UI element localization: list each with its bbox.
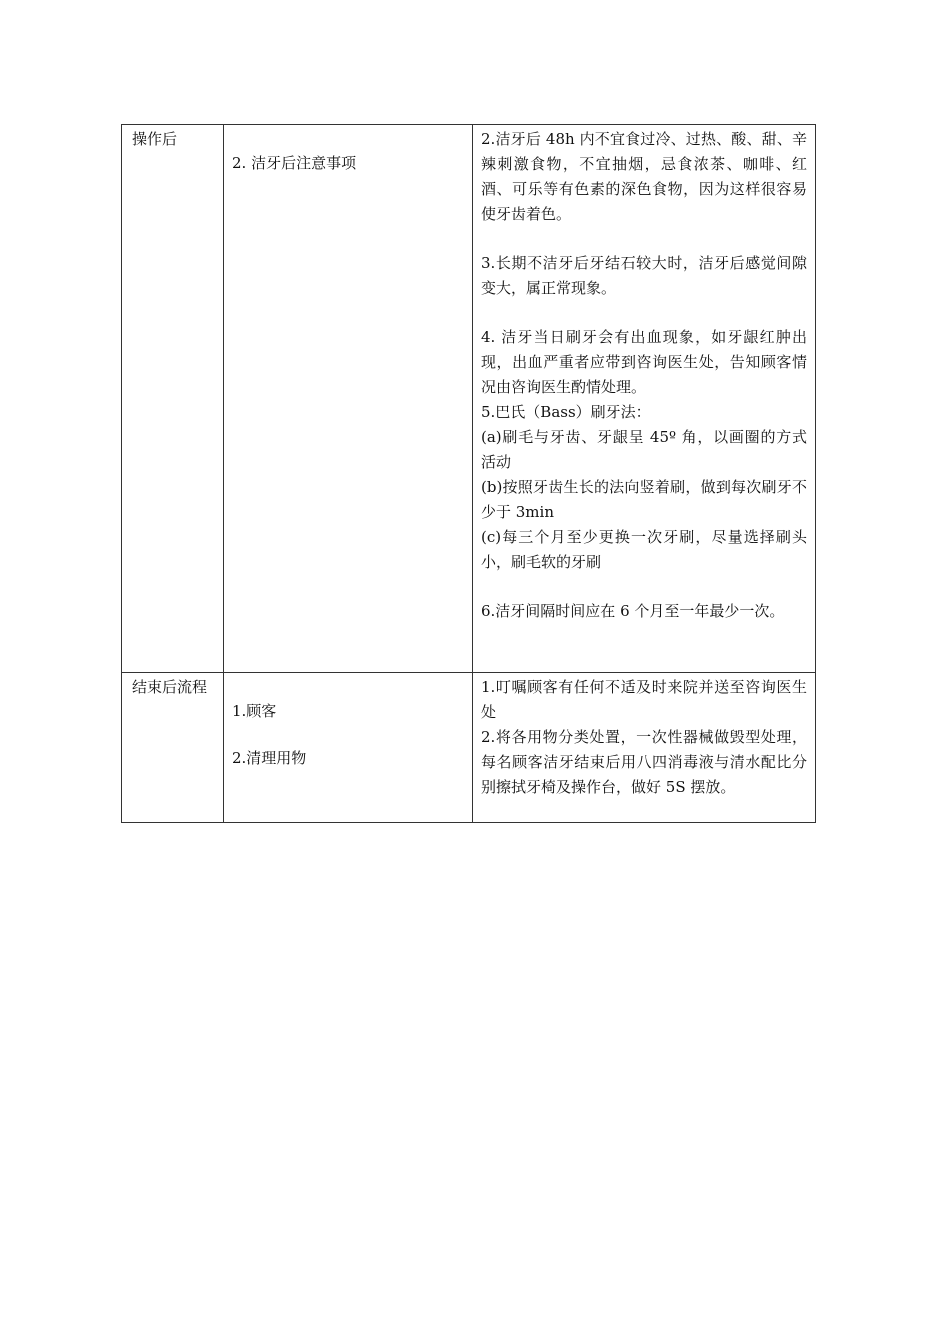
note-text: (a)刷毛与牙齿、牙龈呈 45º 角，以画圈的方式活动: [481, 428, 807, 471]
note-text: (c)每三个月至少更换一次牙刷，尽量选择刷头小，刷毛软的牙刷: [481, 528, 807, 571]
notes-cell: [473, 673, 816, 823]
note-text: 5.巴氏（Bass）刷牙法：: [481, 403, 651, 421]
note-text: 2.将各用物分类处置，一次性器械做毁型处理，每名顾客洁牙结束后用八四消毒液与清水配比分别擦拭牙椅及操作台，做好 5S 摆放。: [481, 728, 807, 796]
note-text: 4. 洁牙当日刷牙会有出血现象，如牙龈红肿出现，出血严重者应带到咨询医生处，告知顾客情况由咨询医生酌情处理。: [481, 328, 807, 396]
item-cell: [224, 673, 473, 823]
notes-cell: [473, 125, 816, 673]
table-row: [122, 125, 816, 673]
procedure-table: [121, 124, 816, 823]
note-text: 3.长期不洁牙后牙结石较大时，洁牙后感觉间隙变大，属正常现象。: [481, 254, 807, 297]
note-text: (b)按照牙齿生长的法向竖着刷，做到每次刷牙不少于 3min: [481, 478, 807, 521]
note-text: 6.洁牙间隔时间应在 6 个月至一年最少一次。: [481, 602, 785, 620]
item-text: 1.顾客: [232, 702, 277, 720]
stage-label: 结束后流程: [132, 678, 208, 696]
table-row: [122, 673, 816, 823]
note-text: 2.洁牙后 48h 内不宜食过冷、过热、酸、甜、辛辣刺激食物，不宜抽烟，忌食浓茶、咖啡、红酒、可乐等有色素的深色食物，因为这样很容易使牙齿着色。: [481, 130, 807, 223]
stage-cell: [122, 125, 224, 673]
item-cell: [224, 125, 473, 673]
note-text: 1.叮嘱顾客有任何不适及时来院并送至咨询医生处: [481, 678, 807, 721]
stage-cell: [122, 673, 224, 823]
stage-label: 操作后: [132, 130, 178, 148]
item-text: 2.清理用物: [232, 749, 307, 767]
item-text: 2. 洁牙后注意事项: [232, 154, 357, 172]
